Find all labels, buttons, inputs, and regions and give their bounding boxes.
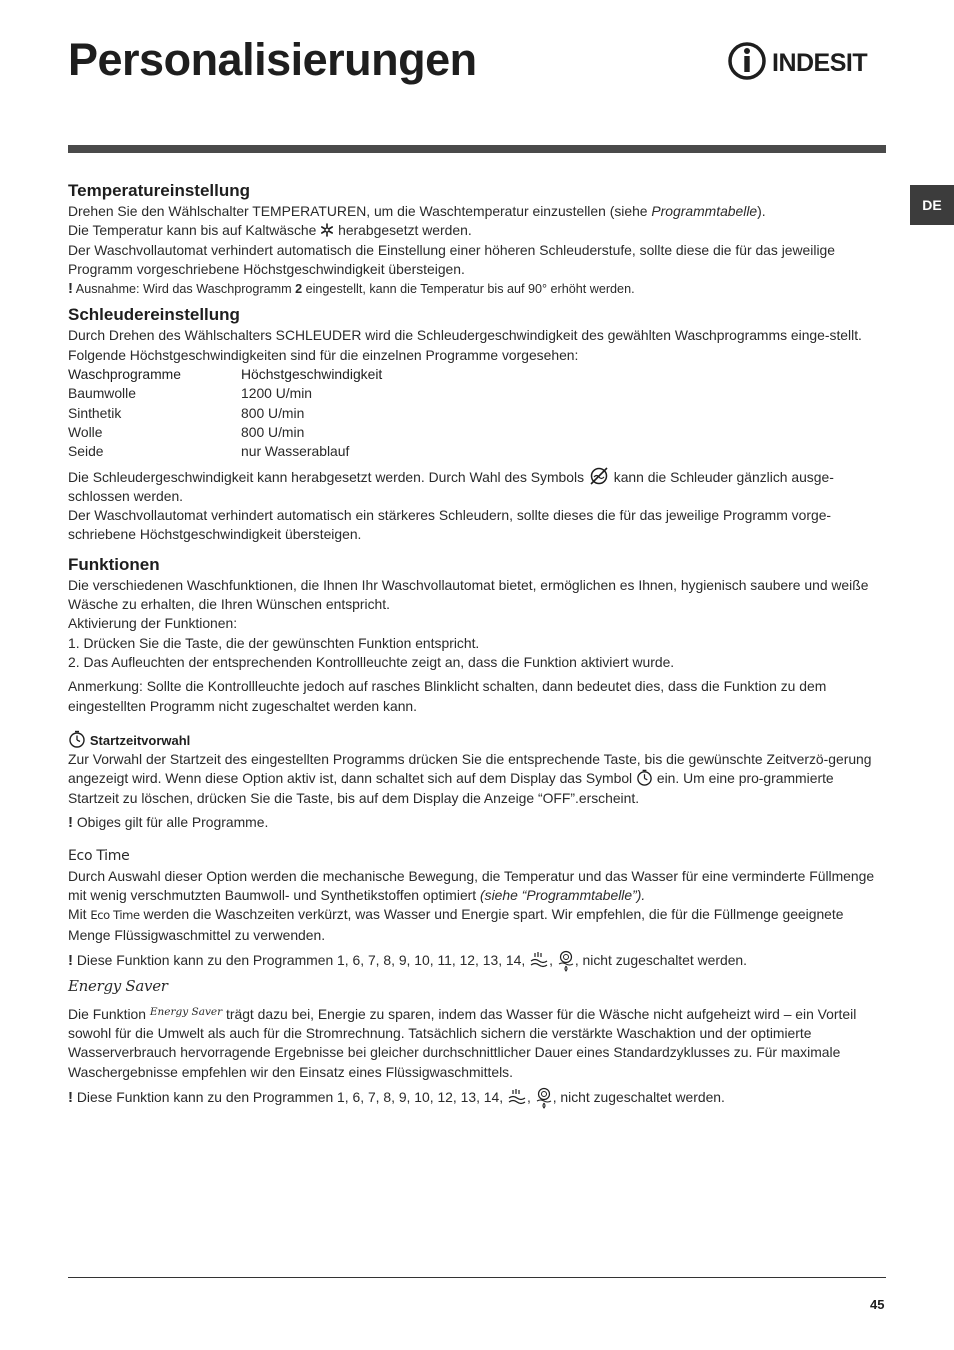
functions-intro: Die verschiedenen Waschfunktionen, die Ihnen Ihr Waschvollautomat bietet, ermöglichen es Ihnen, hygienisch saubere und weiße Wäsche zu erhalten, die Ihren Wünschen entspricht.: [68, 576, 869, 613]
energy-saver-inline-logo: Energy Saver: [149, 1005, 223, 1018]
spin-table-header: [68, 365, 888, 384]
table-row: Sinthetik 800 U/min: [68, 404, 305, 421]
no-spin-icon: [588, 465, 610, 487]
table-row: Baumwolle 1200 U/min: [68, 385, 313, 402]
indesit-logo: [727, 40, 887, 82]
functions-step2: 2. Das Aufleuchten der entsprechenden Kontrollleuchte zeigt an, dass die Funktion aktiviert wurde.: [68, 653, 675, 670]
temperature-note: ! Ausnahme: Wird das Waschprogramm 2 eingestellt, kann die Temperatur bis auf 90° erhöht werden.: [68, 280, 635, 298]
column-header-program: Waschprogramme: [68, 366, 181, 383]
ecotime-logo: Eco Time: [68, 848, 130, 865]
functions-note: Anmerkung: Sollte die Kontrollleuchte jedoch auf rasches Blinklicht schalten, dann bedeutet dies, dass die Funktion zu dem eingestellten Programm nicht zugeschaltet werden kann.: [68, 678, 827, 714]
snowflake-icon: [320, 223, 334, 237]
ecotime-text1: Durch Auswahl dieser Option werden die mechanische Bewegung, die Temperatur und das Wasser für eine verminderte Füllmenge mit wenig verschmutzten Baumwoll- und Synthetikstoffen optimiert (siehe “Programmtabelle”).: [68, 867, 875, 903]
table-row: Seide nur Wasserablauf: [68, 443, 350, 460]
language-tab: DE: [910, 185, 954, 225]
brand-text: INDESIT: [772, 49, 868, 77]
spin-intro: Durch Drehen des Wählschalters SCHLEUDER wird die Schleudergeschwindigkeit des gewählten Waschprogramms einge-stellt. Folgende Höchstgeschwindigkeiten sind für die einzelnen Programme vorgesehen:: [68, 327, 862, 363]
functions-heading: Funktionen: [68, 554, 160, 574]
functions-step1: 1. Drücken Sie die Taste, die der gewünschten Funktion entspricht.: [68, 634, 480, 651]
header-rule: [68, 145, 886, 153]
timer-icon: [68, 730, 86, 748]
temperature-line2: Die Temperatur kann bis auf Kaltwäsche herabgesetzt werden.: [68, 222, 472, 239]
delay-heading: Startzeitvorwahl: [89, 732, 191, 748]
table-row: Wolle 800 U/min: [68, 423, 305, 440]
functions-activation: Aktivierung der Funktionen:: [68, 615, 238, 632]
delicates-icon: [535, 1087, 553, 1109]
handwash-icon: [529, 950, 549, 970]
spin-heading: Schleudereinstellung: [68, 305, 240, 325]
temperature-heading: Temperatureinstellung: [68, 181, 250, 200]
handwash-icon: [507, 1087, 527, 1107]
timer-icon: [636, 769, 653, 786]
page-title: Personalisierungen: [68, 34, 477, 85]
ecotime-text2: Mit Eco Time werden die Waschzeiten verkürzt, was Wasser und Energie spart. Wir empfehlen, die für die Füllmenge geeignete Menge Flüssigwaschmittel zu verwenden.: [68, 906, 844, 943]
spin-reduce-text: Die Schleudergeschwindigkeit kann herabgesetzt werden. Durch Wahl des Symbols kann die Schleuder gänzlich ausge-schlossen werden.: [68, 465, 888, 507]
energy-saver-note: ! Diese Funktion kann zu den Programmen 1, 6, 7, 8, 9, 10, 12, 13, 14, , , nicht zugeschaltet werden.: [68, 1087, 888, 1109]
column-header-speed: Höchstgeschwindigkeit: [241, 366, 383, 383]
temperature-line1: Drehen Sie den Wählschalter TEMPERATUREN, um die Waschtemperatur einzustellen (siehe Programmtabelle).: [68, 203, 766, 219]
ecotime-note: ! Diese Funktion kann zu den Programmen 1, 6, 7, 8, 9, 10, 11, 12, 13, 14, , , nicht zugeschaltet werden.: [68, 950, 888, 972]
delay-note: ! Obiges gilt für alle Programme.: [68, 814, 269, 832]
main-content: [68, 180, 888, 1109]
ecotime-inline-logo: Eco Time: [90, 908, 140, 923]
energy-saver-logo: Energy Saver: [68, 976, 168, 995]
energy-saver-text: Die Funktion $^{Energy Saver}$ trägt dazu bei, Energie zu sparen, indem das Wasser für die Wäsche nicht aufgeheizt wird – ein Vorteil sowohl für die Umwelt als auch für die Stromrechnung. Tatsächlich sichern die verstärkte Waschaktion und der optimierte Wasserverbrauch hervorragende Ergebnisse bei gleicher durchschnittlicher Dauer eines Standardzyklusses zu. Für maximale Waschergebnisse empfehlen wir den Einsatz eines Flüssigwaschmittels.: [68, 1005, 857, 1080]
spin-prevent-text: Der Waschvollautomat verhindert automatisch ein stärkeres Schleudern, sollte dieses die für das jeweilige Programm vorge-schriebene Höchstgeschwindigkeit übersteigen.: [68, 507, 832, 543]
page-number: 45: [870, 1297, 885, 1312]
footer-rule: [68, 1277, 886, 1278]
delicates-icon: [557, 950, 575, 972]
delay-text: Zur Vorwahl der Startzeit des eingestellten Programms drücken Sie die entsprechende Taste, bis die gewünschte Zeitverzö-gerung angezeigt wird. Wenn diese Option aktiv ist, dann schaltet sich auf dem Display das Symbol ein. Um eine pro-grammierte Startzeit zu löschen, drücken Sie die Taste, bis auf dem Display die Anzeige “OFF”.erscheint.: [68, 751, 872, 806]
delay-heading-row: [68, 730, 888, 750]
temperature-line3: Der Waschvollautomat verhindert automatisch die Einstellung einer höheren Schleuderstufe, sollte diese die für das jeweilige Programm vorgeschriebene Höchstgeschwindigkeit übersteigen.: [68, 241, 835, 277]
